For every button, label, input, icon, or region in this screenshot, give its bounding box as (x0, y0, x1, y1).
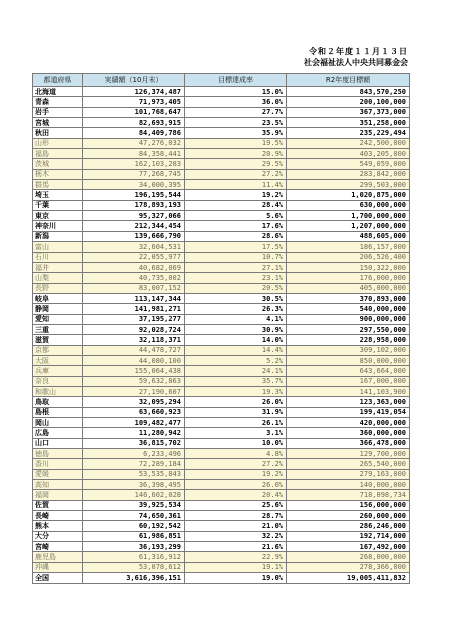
target-cell: 206,526,400 (287, 252, 410, 262)
rate-cell: 17.5% (185, 242, 287, 252)
rate-cell: 21.6% (185, 542, 287, 552)
prefecture-cell: 三重 (33, 324, 83, 334)
total-target: 19,005,411,832 (287, 573, 410, 583)
rate-cell: 30.5% (185, 293, 287, 303)
rate-cell: 26.0% (185, 397, 287, 407)
prefecture-cell: 長野 (33, 283, 83, 293)
total-amount: 3,616,396,151 (83, 573, 185, 583)
table-row (33, 562, 410, 572)
rate-cell: 5.6% (185, 211, 287, 221)
target-cell: 718,098,734 (287, 490, 410, 500)
amount-cell: 146,602,028 (83, 490, 185, 500)
target-cell: 167,492,000 (287, 542, 410, 552)
rate-cell: 32.2% (185, 531, 287, 541)
amount-cell: 178,893,193 (83, 200, 185, 210)
rate-cell: 31.9% (185, 407, 287, 417)
rate-cell: 30.9% (185, 324, 287, 334)
amount-cell: 77,268,745 (83, 169, 185, 179)
table-row (33, 449, 410, 459)
target-cell: 297,550,000 (287, 324, 410, 334)
target-cell: 228,958,000 (287, 335, 410, 345)
amount-cell: 32,118,371 (83, 335, 185, 345)
amount-cell: 84,409,786 (83, 128, 185, 138)
table-row (33, 252, 410, 262)
rate-cell: 15.0% (185, 87, 287, 97)
rate-cell: 23.1% (185, 273, 287, 283)
prefecture-cell: 石川 (33, 252, 83, 262)
table-row (33, 438, 410, 448)
amount-cell: 6,233,496 (83, 449, 185, 459)
target-cell: 199,419,054 (287, 407, 410, 417)
amount-cell: 63,660,923 (83, 407, 185, 417)
target-cell: 1,020,875,000 (287, 190, 410, 200)
amount-cell: 27,190,607 (83, 386, 185, 396)
target-cell: 351,258,000 (287, 118, 410, 128)
rate-cell: 4.1% (185, 314, 287, 324)
prefecture-cell: 鹿児島 (33, 552, 83, 562)
table-row (33, 211, 410, 221)
target-cell: 123,363,000 (287, 397, 410, 407)
prefecture-cell: 富山 (33, 242, 83, 252)
prefecture-cell: 高知 (33, 480, 83, 490)
rate-cell: 36.0% (185, 97, 287, 107)
table-row (33, 345, 410, 355)
rate-cell: 11.4% (185, 180, 287, 190)
table-row (33, 521, 410, 531)
rate-cell: 20.9% (185, 149, 287, 159)
target-cell: 299,503,000 (287, 180, 410, 190)
target-cell: 850,000,000 (287, 355, 410, 365)
total-rate: 19.0% (185, 573, 287, 583)
rate-cell: 5.2% (185, 355, 287, 365)
prefecture-cell: 香川 (33, 459, 83, 469)
amount-cell: 71,973,405 (83, 97, 185, 107)
amount-cell: 44,478,727 (83, 345, 185, 355)
target-cell: 156,000,000 (287, 500, 410, 510)
target-cell: 360,000,000 (287, 428, 410, 438)
prefecture-cell: 北海道 (33, 87, 83, 97)
target-cell: 265,540,000 (287, 459, 410, 469)
rate-cell: 29.5% (185, 159, 287, 169)
prefecture-cell: 静岡 (33, 304, 83, 314)
prefecture-cell: 熊本 (33, 521, 83, 531)
table-row (33, 242, 410, 252)
prefecture-cell: 千葉 (33, 200, 83, 210)
table-row (33, 138, 410, 148)
col-header-amount: 実績額（10月末） (83, 74, 185, 87)
table-row (33, 149, 410, 159)
target-cell: 176,000,000 (287, 273, 410, 283)
prefecture-cell: 沖縄 (33, 562, 83, 572)
amount-cell: 101,768,647 (83, 107, 185, 117)
table-row (33, 552, 410, 562)
table-row (33, 221, 410, 231)
prefecture-cell: 岡山 (33, 418, 83, 428)
amount-cell: 84,358,441 (83, 149, 185, 159)
prefecture-cell: 大分 (33, 531, 83, 541)
rate-cell: 19.1% (185, 562, 287, 572)
amount-cell: 82,693,915 (83, 118, 185, 128)
target-cell: 286,246,000 (287, 521, 410, 531)
target-cell: 150,322,000 (287, 262, 410, 272)
table-row (33, 480, 410, 490)
rate-cell: 19.3% (185, 386, 287, 396)
target-cell: 488,605,000 (287, 231, 410, 241)
prefecture-cell: 佐賀 (33, 500, 83, 510)
table-row (33, 459, 410, 469)
target-cell: 420,000,000 (287, 418, 410, 428)
rate-cell: 19.5% (185, 138, 287, 148)
table-row (33, 180, 410, 190)
prefecture-cell: 愛媛 (33, 469, 83, 479)
amount-cell: 83,007,152 (83, 283, 185, 293)
rate-cell: 19.2% (185, 190, 287, 200)
prefecture-cell: 宮崎 (33, 542, 83, 552)
rate-cell: 28.7% (185, 511, 287, 521)
donation-results-table (32, 73, 410, 584)
amount-cell: 155,064,438 (83, 366, 185, 376)
target-cell: 405,000,000 (287, 283, 410, 293)
target-cell: 900,000,000 (287, 314, 410, 324)
rate-cell: 23.5% (185, 118, 287, 128)
target-cell: 367,373,000 (287, 107, 410, 117)
prefecture-cell: 兵庫 (33, 366, 83, 376)
table-row (33, 531, 410, 541)
table-row (33, 386, 410, 396)
col-header-target: R2年度目標額 (287, 74, 410, 87)
table-row (33, 542, 410, 552)
amount-cell: 39,925,534 (83, 500, 185, 510)
target-cell: 370,893,000 (287, 293, 410, 303)
target-cell: 268,000,000 (287, 552, 410, 562)
rate-cell: 20.4% (185, 490, 287, 500)
prefecture-cell: 岐阜 (33, 293, 83, 303)
target-cell: 186,157,000 (287, 242, 410, 252)
prefecture-cell: 愛知 (33, 314, 83, 324)
amount-cell: 40,682,069 (83, 262, 185, 272)
amount-cell: 92,028,724 (83, 324, 185, 334)
prefecture-cell: 茨城 (33, 159, 83, 169)
table-row (33, 366, 410, 376)
prefecture-cell: 福岡 (33, 490, 83, 500)
prefecture-cell: 奈良 (33, 376, 83, 386)
amount-cell: 141,981,271 (83, 304, 185, 314)
amount-cell: 44,080,100 (83, 355, 185, 365)
table-row (33, 262, 410, 272)
table-row (33, 190, 410, 200)
amount-cell: 53,078,612 (83, 562, 185, 572)
amount-cell: 74,650,361 (83, 511, 185, 521)
table-row (33, 418, 410, 428)
prefecture-cell: 秋田 (33, 128, 83, 138)
prefecture-cell: 鳥取 (33, 397, 83, 407)
table-row (33, 500, 410, 510)
prefecture-cell: 京都 (33, 345, 83, 355)
rate-cell: 10.7% (185, 252, 287, 262)
col-header-prefecture: 都道府県 (33, 74, 83, 87)
target-cell: 540,000,000 (287, 304, 410, 314)
table-row (33, 397, 410, 407)
prefecture-cell: 岩手 (33, 107, 83, 117)
rate-cell: 21.0% (185, 521, 287, 531)
prefecture-cell: 福井 (33, 262, 83, 272)
target-cell: 630,000,000 (287, 200, 410, 210)
rate-cell: 20.5% (185, 283, 287, 293)
table-row (33, 335, 410, 345)
rate-cell: 35.7% (185, 376, 287, 386)
target-cell: 843,570,250 (287, 87, 410, 97)
rate-cell: 26.3% (185, 304, 287, 314)
amount-cell: 36,398,495 (83, 480, 185, 490)
table-row (33, 293, 410, 303)
rate-cell: 24.1% (185, 366, 287, 376)
rate-cell: 35.9% (185, 128, 287, 138)
rate-cell: 22.9% (185, 552, 287, 562)
prefecture-cell: 大阪 (33, 355, 83, 365)
prefecture-cell: 徳島 (33, 449, 83, 459)
table-row (33, 118, 410, 128)
rate-cell: 27.2% (185, 459, 287, 469)
rate-cell: 14.4% (185, 345, 287, 355)
table-row (33, 107, 410, 117)
amount-cell: 109,482,477 (83, 418, 185, 428)
total-label: 全国 (33, 573, 83, 583)
amount-cell: 113,147,344 (83, 293, 185, 303)
prefecture-cell: 広島 (33, 428, 83, 438)
target-cell: 283,842,000 (287, 169, 410, 179)
amount-cell: 11,280,942 (83, 428, 185, 438)
table-row (33, 87, 410, 97)
table-row (33, 324, 410, 334)
prefecture-cell: 山口 (33, 438, 83, 448)
target-cell: 192,714,000 (287, 531, 410, 541)
table-row (33, 469, 410, 479)
table-row (33, 511, 410, 521)
total-row (33, 573, 410, 583)
table-row (33, 159, 410, 169)
amount-cell: 32,095,294 (83, 397, 185, 407)
target-cell: 235,229,494 (287, 128, 410, 138)
target-cell: 141,103,900 (287, 386, 410, 396)
prefecture-cell: 和歌山 (33, 386, 83, 396)
table-row (33, 304, 410, 314)
rate-cell: 4.8% (185, 449, 287, 459)
amount-cell: 36,193,299 (83, 542, 185, 552)
amount-cell: 139,666,790 (83, 231, 185, 241)
target-cell: 403,205,000 (287, 149, 410, 159)
target-cell: 643,664,000 (287, 366, 410, 376)
prefecture-cell: 埼玉 (33, 190, 83, 200)
prefecture-cell: 青森 (33, 97, 83, 107)
target-cell: 200,100,000 (287, 97, 410, 107)
amount-cell: 53,535,843 (83, 469, 185, 479)
amount-cell: 196,195,544 (83, 190, 185, 200)
rate-cell: 25.6% (185, 500, 287, 510)
rate-cell: 3.1% (185, 428, 287, 438)
rate-cell: 17.6% (185, 221, 287, 231)
rate-cell: 10.0% (185, 438, 287, 448)
rate-cell: 27.7% (185, 107, 287, 117)
prefecture-cell: 福島 (33, 149, 83, 159)
table-body (33, 87, 410, 573)
table-row (33, 376, 410, 386)
table-row (33, 355, 410, 365)
table-header-row (33, 74, 410, 87)
amount-cell: 36,815,702 (83, 438, 185, 448)
target-cell: 309,102,000 (287, 345, 410, 355)
prefecture-cell: 神奈川 (33, 221, 83, 231)
table-row (33, 407, 410, 417)
amount-cell: 34,000,395 (83, 180, 185, 190)
col-header-rate: 目標達成率 (185, 74, 287, 87)
table-row (33, 490, 410, 500)
table-row (33, 273, 410, 283)
target-cell: 1,700,000,000 (287, 211, 410, 221)
amount-cell: 59,632,863 (83, 376, 185, 386)
target-cell: 260,000,000 (287, 511, 410, 521)
prefecture-cell: 新潟 (33, 231, 83, 241)
table-row (33, 428, 410, 438)
amount-cell: 95,327,066 (83, 211, 185, 221)
target-cell: 549,059,000 (287, 159, 410, 169)
amount-cell: 162,103,283 (83, 159, 185, 169)
target-cell: 279,163,000 (287, 469, 410, 479)
prefecture-cell: 東京 (33, 211, 83, 221)
prefecture-cell: 島根 (33, 407, 83, 417)
amount-cell: 61,316,912 (83, 552, 185, 562)
prefecture-cell: 山形 (33, 138, 83, 148)
target-cell: 167,000,000 (287, 376, 410, 386)
rate-cell: 26.0% (185, 480, 287, 490)
prefecture-cell: 栃木 (33, 169, 83, 179)
rate-cell: 27.1% (185, 262, 287, 272)
amount-cell: 126,374,487 (83, 87, 185, 97)
amount-cell: 212,344,454 (83, 221, 185, 231)
target-cell: 366,478,000 (287, 438, 410, 448)
rate-cell: 27.2% (185, 169, 287, 179)
amount-cell: 32,604,531 (83, 242, 185, 252)
rate-cell: 19.2% (185, 469, 287, 479)
table-row (33, 231, 410, 241)
organization-name: 社会福祉法人中央共同募金会 (304, 58, 408, 67)
prefecture-cell: 滋賀 (33, 335, 83, 345)
report-header (0, 0, 452, 68)
table-row (33, 128, 410, 138)
rate-cell: 14.0% (185, 335, 287, 345)
amount-cell: 22,055,977 (83, 252, 185, 262)
target-cell: 242,500,000 (287, 138, 410, 148)
table-row (33, 314, 410, 324)
prefecture-cell: 山梨 (33, 273, 83, 283)
rate-cell: 28.4% (185, 200, 287, 210)
prefecture-cell: 宮城 (33, 118, 83, 128)
rate-cell: 26.1% (185, 418, 287, 428)
rate-cell: 28.6% (185, 231, 287, 241)
amount-cell: 61,986,851 (83, 531, 185, 541)
prefecture-cell: 群馬 (33, 180, 83, 190)
prefecture-cell: 長崎 (33, 511, 83, 521)
amount-cell: 40,735,002 (83, 273, 185, 283)
amount-cell: 72,289,184 (83, 459, 185, 469)
table-row (33, 283, 410, 293)
table-row (33, 169, 410, 179)
target-cell: 1,207,000,000 (287, 221, 410, 231)
report-date: 令和２年度１１月１３日 (309, 47, 408, 56)
target-cell: 129,700,000 (287, 449, 410, 459)
table-row (33, 200, 410, 210)
amount-cell: 37,195,277 (83, 314, 185, 324)
target-cell: 140,000,000 (287, 480, 410, 490)
amount-cell: 60,192,542 (83, 521, 185, 531)
target-cell: 278,366,000 (287, 562, 410, 572)
table-row (33, 97, 410, 107)
amount-cell: 47,276,032 (83, 138, 185, 148)
